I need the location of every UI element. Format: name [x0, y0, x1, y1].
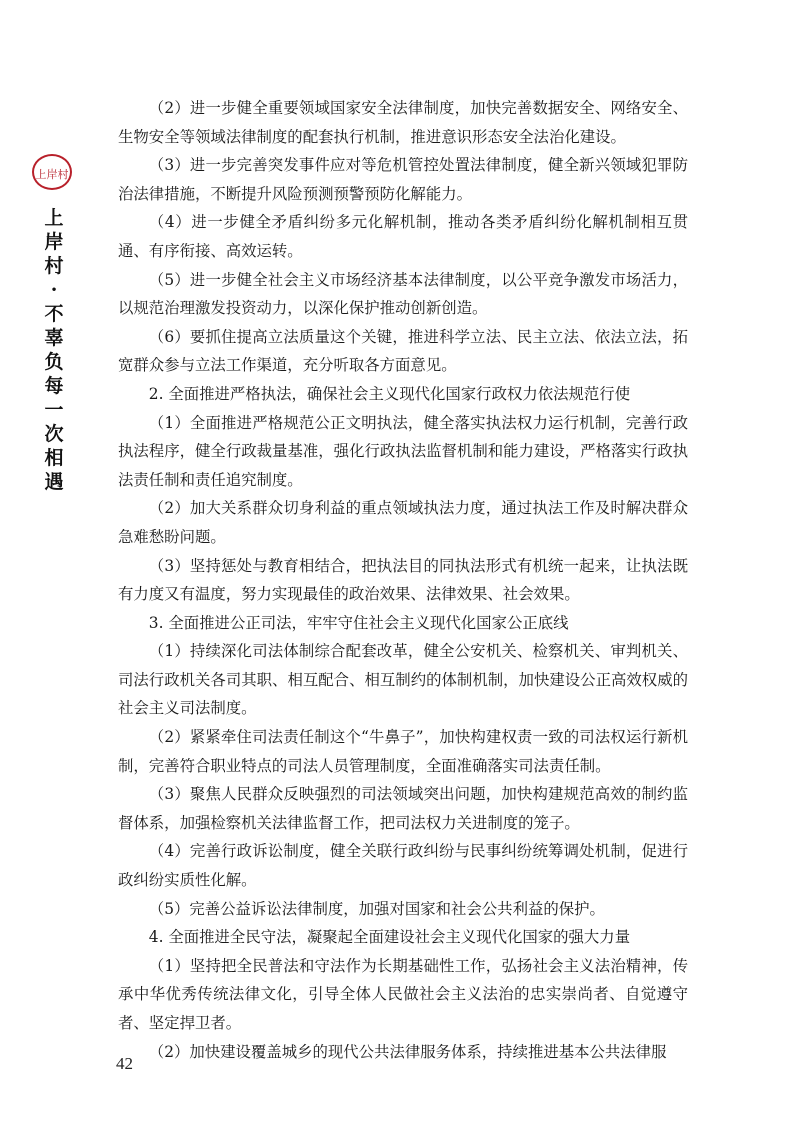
paragraph: （6）要抓住提高立法质量这个关键，推进科学立法、民主立法、依法立法，拓宽群众参与立法工作渠道，充分听取各方面意见。 — [118, 327, 688, 375]
paragraph: （2）加大关系群众切身利益的重点领域执法力度，通过执法工作及时解决群众急难愁盼问题。 — [118, 499, 688, 546]
paragraph: （2）加快建设覆盖城乡的现代公共法律服务体系，持续推进基本公共法律服 — [148, 1042, 667, 1061]
page-number: 42 — [116, 1054, 133, 1073]
section-heading: 3. 全面推进公正司法，牢牢守住社会主义现代化国家公正底线 — [148, 613, 569, 632]
section-heading: 2. 全面推进严格执法，确保社会主义现代化国家行政权力依法规范行使 — [148, 384, 631, 403]
paragraph: （2）进一步健全重要领域国家安全法律制度，加快完善数据安全、网络安全、生物安全等领域法律制度的配套执行机制，推进意识形态安全法治化建设。 — [118, 99, 688, 146]
paragraph: （1）持续深化司法体制综合配套改革，健全公安机关、检察机关、审判机关、司法行政机关各司其职、相互配合、相互制约的体制机制，加快建设公正高效权威的社会主义司法制度。 — [118, 642, 688, 718]
paragraph: （5）完善公益诉讼法律制度，加强对国家和社会公共利益的保护。 — [148, 899, 605, 918]
paragraph: （1）全面推进严格规范公正文明执法，健全落实执法权力运行机制，完善行政执法程序，健全行政裁量基准，强化行政执法监督机制和能力建设，严格落实行政执法责任制和责任追究制度。 — [118, 413, 688, 489]
logo-text: 上岸村 — [35, 168, 69, 181]
body-text — [118, 94, 688, 1066]
paragraph: （4）进一步健全矛盾纠纷多元化解机制，推动各类矛盾纠纷化解机制相互贯通、有序衔接、高效运转。 — [118, 213, 688, 260]
paragraph: （3）聚焦人民群众反映强烈的司法领域突出问题，加快构建规范高效的制约监督体系，加强检察机关法律监督工作，把司法权力关进制度的笼子。 — [118, 785, 688, 832]
paragraph: （1）坚持把全民普法和守法作为长期基础性工作，弘扬社会主义法治精神，传承中华优秀传统法律文化，引导全体人民做社会主义法治的忠实崇尚者、自觉遵守者、坚定捍卫者。 — [118, 956, 688, 1032]
section-heading: 4. 全面推进全民守法，凝聚起全面建设社会主义现代化国家的强大力量 — [148, 928, 631, 947]
paragraph: （5）进一步健全社会主义市场经济基本法律制度，以公平竞争激发市场活力，以规范治理激发投资动力，以深化保护推动创新创造。 — [118, 270, 688, 318]
paragraph: （2）紧紧牵住司法责任制这个“牛鼻子”，加快构建权责一致的司法权运行新机制，完善符合职业特点的司法人员管理制度，全面准确落实司法责任制。 — [118, 728, 688, 775]
paragraph: （4）完善行政诉讼制度，健全关联行政纠纷与民事纠纷统筹调处机制，促进行政纠纷实质性化解。 — [118, 842, 688, 890]
paragraph: （3）坚持惩处与教育相结合，把执法目的同执法形式有机统一起来，让执法既有力度又有温度，努力实现最佳的政治效果、法律效果、社会效果。 — [118, 556, 688, 604]
village-logo — [32, 154, 72, 190]
running-title: 上岸村·不辜负每一次相遇 — [44, 207, 64, 493]
paragraph: （3）进一步完善突发事件应对等危机管控处置法律制度，健全新兴领域犯罪防治法律措施，不断提升风险预测预警预防化解能力。 — [118, 156, 688, 203]
